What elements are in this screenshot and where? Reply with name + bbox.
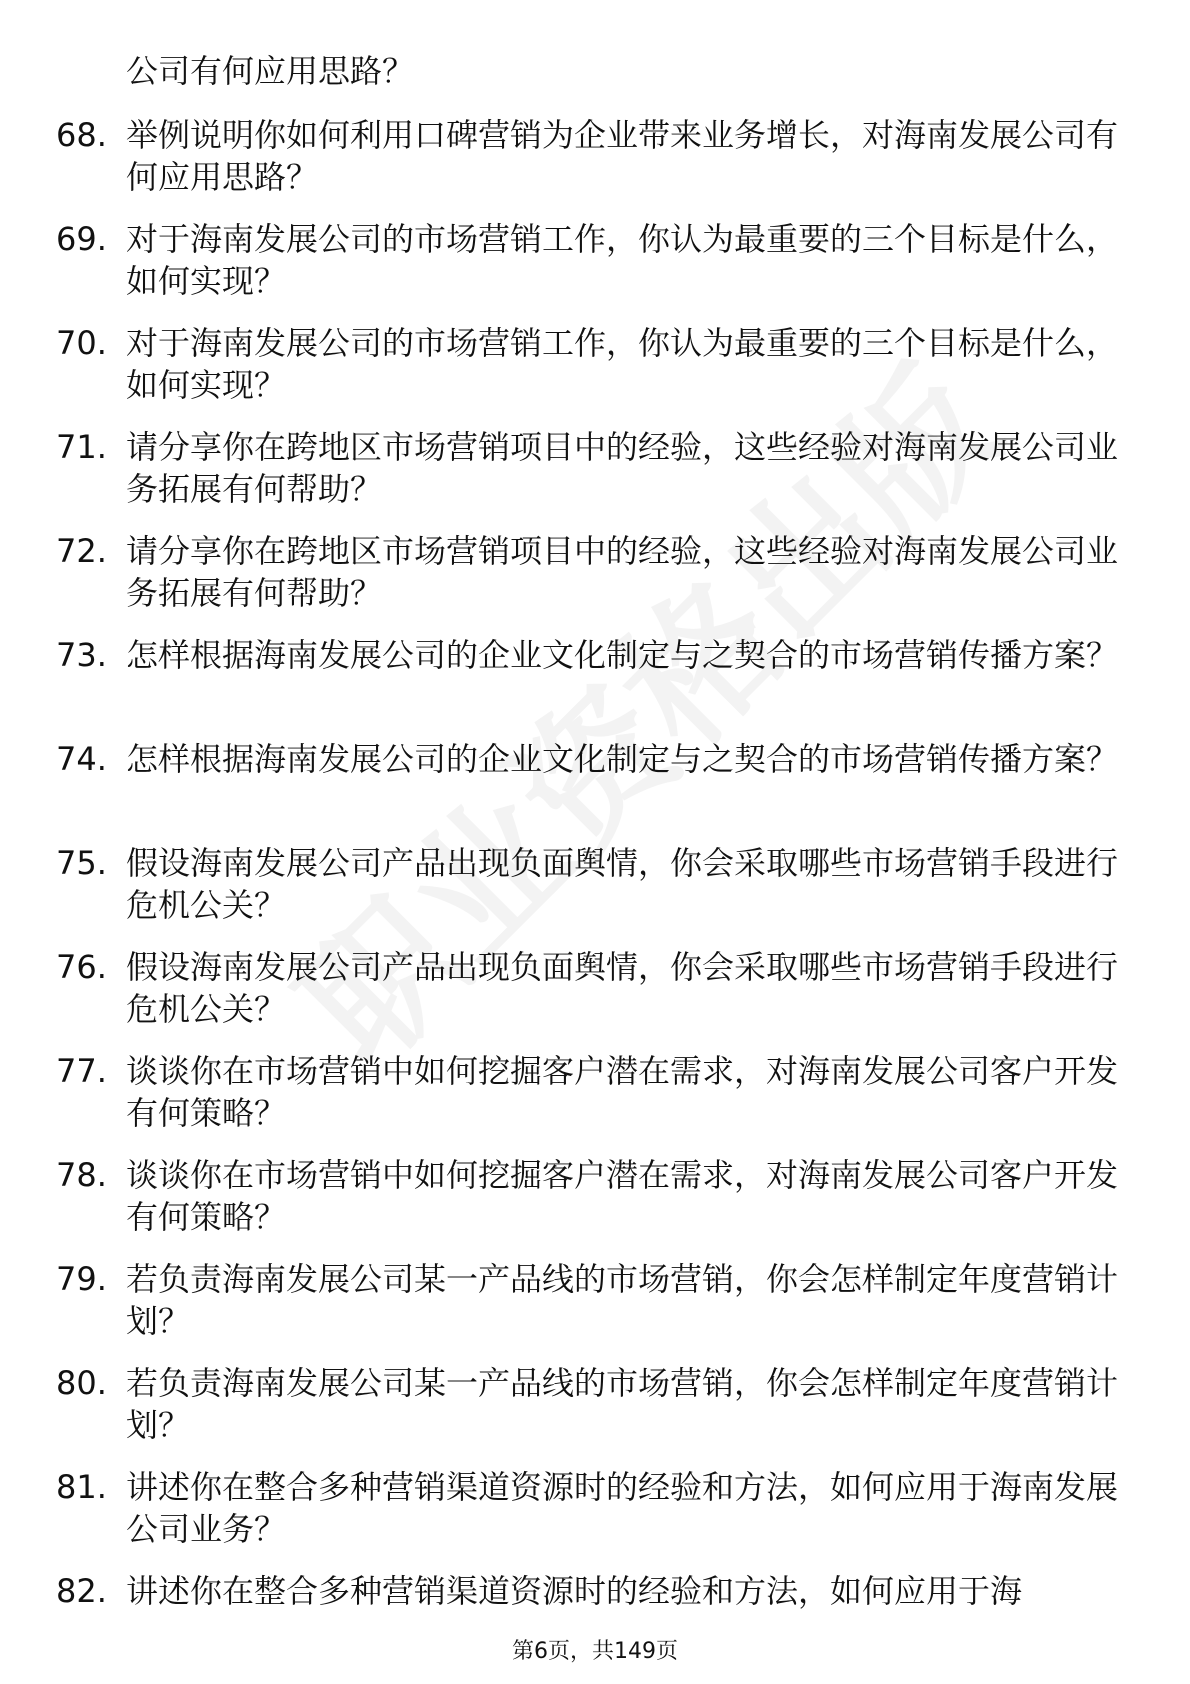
question-number: 69. — [56, 220, 107, 258]
question-item — [0, 946, 1190, 1030]
question-text: 若负责海南发展公司某一产品线的市场营销，你会怎样制定年度营销计划？ — [126, 1364, 1119, 1444]
question-number: 72. — [56, 532, 107, 570]
question-text: 怎样根据海南发展公司的企业文化制定与之契合的市场营销传播方案？ — [126, 740, 1119, 778]
question-text: 假设海南发展公司产品出现负面舆情，你会采取哪些市场营销手段进行危机公关？ — [126, 844, 1119, 924]
question-number: 77. — [56, 1052, 107, 1090]
question-item — [0, 1362, 1190, 1446]
question-number: 79. — [56, 1260, 107, 1298]
question-item — [0, 426, 1190, 510]
question-text: 对于海南发展公司的市场营销工作，你认为最重要的三个目标是什么，如何实现？ — [126, 324, 1119, 404]
question-text: 讲述你在整合多种营销渠道资源时的经验和方法，如何应用于海 — [126, 1572, 1023, 1610]
question-number: 70. — [56, 324, 107, 362]
question-number: 68. — [56, 116, 107, 154]
question-item — [0, 114, 1190, 198]
question-text: 怎样根据海南发展公司的企业文化制定与之契合的市场营销传播方案？ — [126, 636, 1119, 674]
question-item — [0, 218, 1190, 302]
question-item — [0, 634, 1190, 718]
question-item — [0, 738, 1190, 822]
question-item — [0, 1466, 1190, 1550]
question-item — [0, 1050, 1190, 1134]
question-list — [0, 114, 1190, 1674]
question-text: 对于海南发展公司的市场营销工作，你认为最重要的三个目标是什么，如何实现？ — [126, 220, 1119, 300]
question-text: 请分享你在跨地区市场营销项目中的经验，这些经验对海南发展公司业务拓展有何帮助？ — [126, 428, 1119, 508]
question-text: 谈谈你在市场营销中如何挖掘客户潜在需求，对海南发展公司客户开发有何策略？ — [126, 1052, 1119, 1132]
question-number: 78. — [56, 1156, 107, 1194]
question-number: 81. — [56, 1468, 107, 1506]
question-number: 73. — [56, 636, 107, 674]
question-number: 75. — [56, 844, 107, 882]
question-text: 举例说明你如何利用口碑营销为企业带来业务增长，对海南发展公司有何应用思路？ — [126, 116, 1119, 196]
question-item — [0, 530, 1190, 614]
question-item — [0, 322, 1190, 406]
continued-text: 公司有何应用思路？ — [126, 52, 415, 90]
question-number: 74. — [56, 740, 107, 778]
page-footer: 第6页，共149页 — [512, 1639, 678, 1664]
question-text: 请分享你在跨地区市场营销项目中的经验，这些经验对海南发展公司业务拓展有何帮助？ — [126, 532, 1119, 612]
question-number: 82. — [56, 1572, 107, 1610]
question-text: 假设海南发展公司产品出现负面舆情，你会采取哪些市场营销手段进行危机公关？ — [126, 948, 1119, 1028]
question-item — [0, 842, 1190, 926]
question-text: 谈谈你在市场营销中如何挖掘客户潜在需求，对海南发展公司客户开发有何策略？ — [126, 1156, 1119, 1236]
question-number: 76. — [56, 948, 107, 986]
question-text: 若负责海南发展公司某一产品线的市场营销，你会怎样制定年度营销计划？ — [126, 1260, 1119, 1340]
question-number: 80. — [56, 1364, 107, 1402]
question-number: 71. — [56, 428, 107, 466]
question-item — [0, 1258, 1190, 1342]
question-item — [0, 1154, 1190, 1238]
question-text: 讲述你在整合多种营销渠道资源时的经验和方法，如何应用于海南发展公司业务？ — [126, 1468, 1119, 1548]
